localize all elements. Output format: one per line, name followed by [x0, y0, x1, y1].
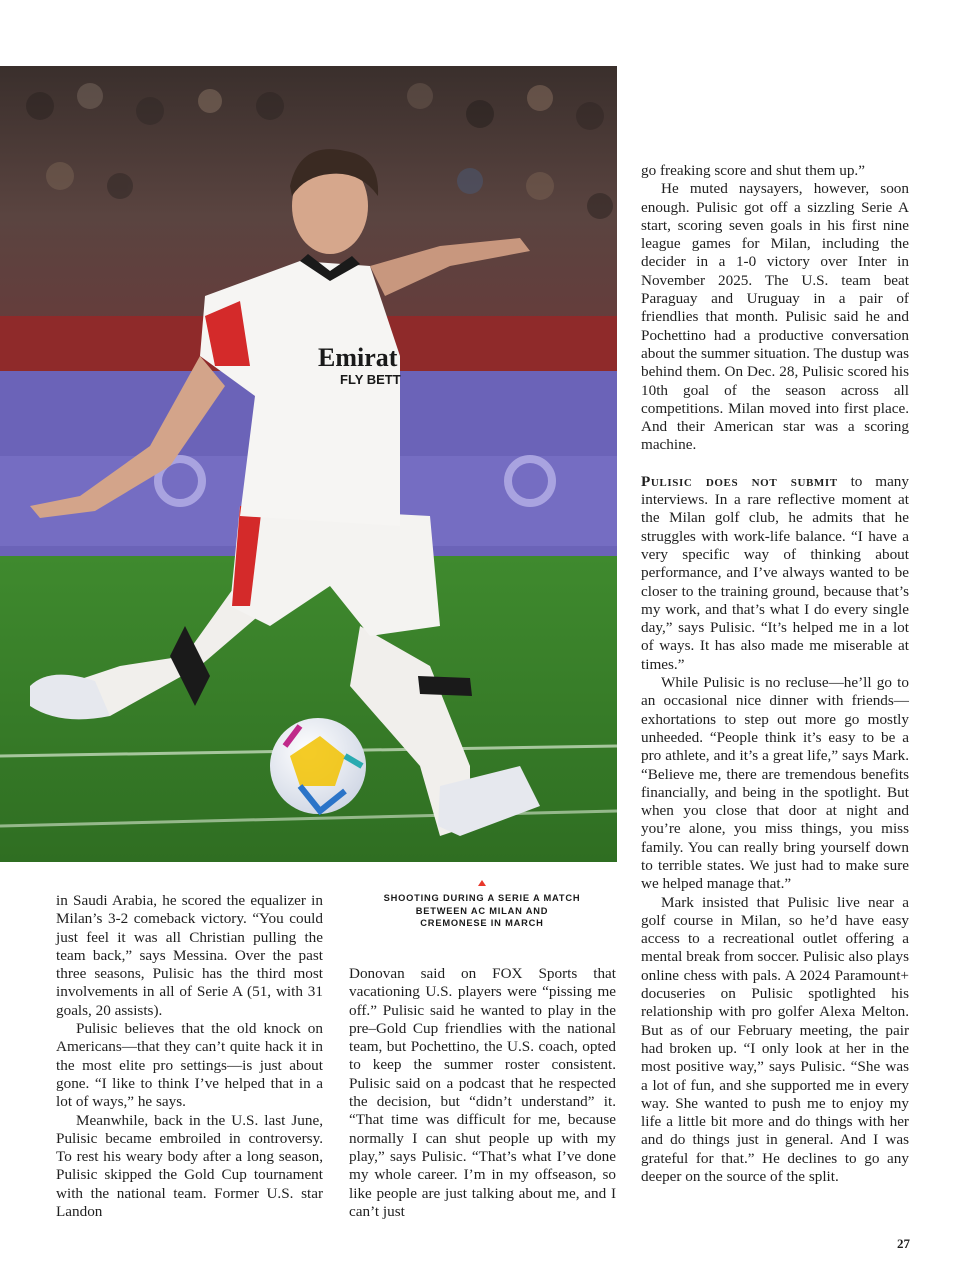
paragraph: in Saudi Arabia, he scored the equalizer in Milan’s 3-2 comeback victory. “You could just feel it was all Christian pulling the team back,” says Messina. Over the past three seasons, Pulisic has the third most involvements in all of Serie A (51, with 31 goals, 20 assists).	[56, 892, 323, 1019]
paragraph: He muted naysayers, however, soon enough. Pulisic got off a sizzling Serie A start, scoring seven goals in his first nine league games for Milan, including the decider in a 1-0 victory over Inter in November 2025. The U.S. team beat Paraguay and Uruguay in a pair of friendlies that month. Pulisic said he and Pochettino had a productive conversation about the summer situation. The dustup was behind them. On Dec. 28, Pulisic scored his 10th goal of the season across all competitions. Milan moved into first place. And their American star was a scoring machine.	[641, 180, 909, 454]
paragraph: Pulisic believes that the old knock on Americans—that they can’t quite hack it in the most elite pro settings—is just about gone. “I like to think I’ve helped that in a lot of ways,” he says.	[56, 1020, 323, 1111]
jersey-sponsor-sub: FLY BETT	[340, 372, 401, 387]
paragraph-text: to many interviews. In a rare reflective moment at the Milan golf club, he admits that he struggles with work-life balance. “I have a very specific way of thinking about performance, and I’ve always wanted to be closer to the training ground, because that’s my work, and that’s what I do every single day,” says Pulisic. “It’s helped me in a lot of ways. It has also made me miserable at times.”	[641, 472, 909, 673]
caption-text: SHOOTING DURING A SERIE A MATCH BETWEEN AC MILAN AND CREMONESE IN MARCH	[383, 893, 581, 929]
player-photo	[0, 66, 617, 862]
article-column-1	[56, 892, 323, 1221]
section-lead-in: Pulisic does not submit	[641, 472, 838, 490]
jersey-sponsor: Emirat	[318, 343, 398, 372]
paragraph: Mark insisted that Pulisic live near a golf course in Milan, so he’d have easy access to a recreational outlet offering a mental break from soccer. Pulisic also plays online chess with pals. A 2024 Paramount+ docuseries on Pulisic spotlighted his relationship with pro golfer Alexa Melton. But as of our February meeting, the pair had broken up. “I only look at her in the most positive way,” says Pulisic. “She was a lot of fun, and she supported me in every way. She wanted to push me to enjoy my life a little bit more and do things with her and do things just in general. And I was grateful for that.” He declines to go any deeper on the source of the split.	[641, 893, 909, 1186]
photo-caption	[382, 880, 582, 930]
article-column-3	[641, 162, 909, 1186]
paragraph: Meanwhile, back in the U.S. last June, Pulisic became embroiled in controversy. To rest his weary body after a long season, Pulisic skipped the Gold Cup tournament with the national team. Former U.S. star Landon	[56, 1111, 323, 1221]
paragraph: While Pulisic is no recluse—he’ll go to an occasional nice dinner with friends—exhortations to step out more go mostly unheeded. “People think it’s easy to be a pro athlete, and it’s a great life,” says Mark. “Believe me, there are tremendous benefits financially, and being in the spotlight. But when you close that door at night and you’re alone, you miss things, you miss family. You can really bring yourself down to terrible states. We just had to make sure we helped manage that.”	[641, 674, 909, 893]
article-column-2	[349, 965, 616, 1221]
section-paragraph	[641, 473, 909, 674]
paragraph: go freaking score and shut them up.”	[641, 162, 865, 179]
page-number: 27	[897, 1236, 910, 1251]
triangle-up-icon	[478, 880, 486, 886]
paragraph: Donovan said on FOX Sports that vacationing U.S. players were “pissing me off.” Pulisic said he wanted to play in the pre–Gold Cup friendlies with the national team, but Pochettino, the U.S. coach, opted to keep the summer roster consistent. Pulisic said on a podcast that he respected the decision, but “didn’t understand” it. “That time was difficult for me, because normally I can shut people up with my play,” says Pulisic. “That’s what I’ve done my whole career. I’m in my offseason, so like people are just talking about me, and I can’t just	[349, 965, 616, 1220]
